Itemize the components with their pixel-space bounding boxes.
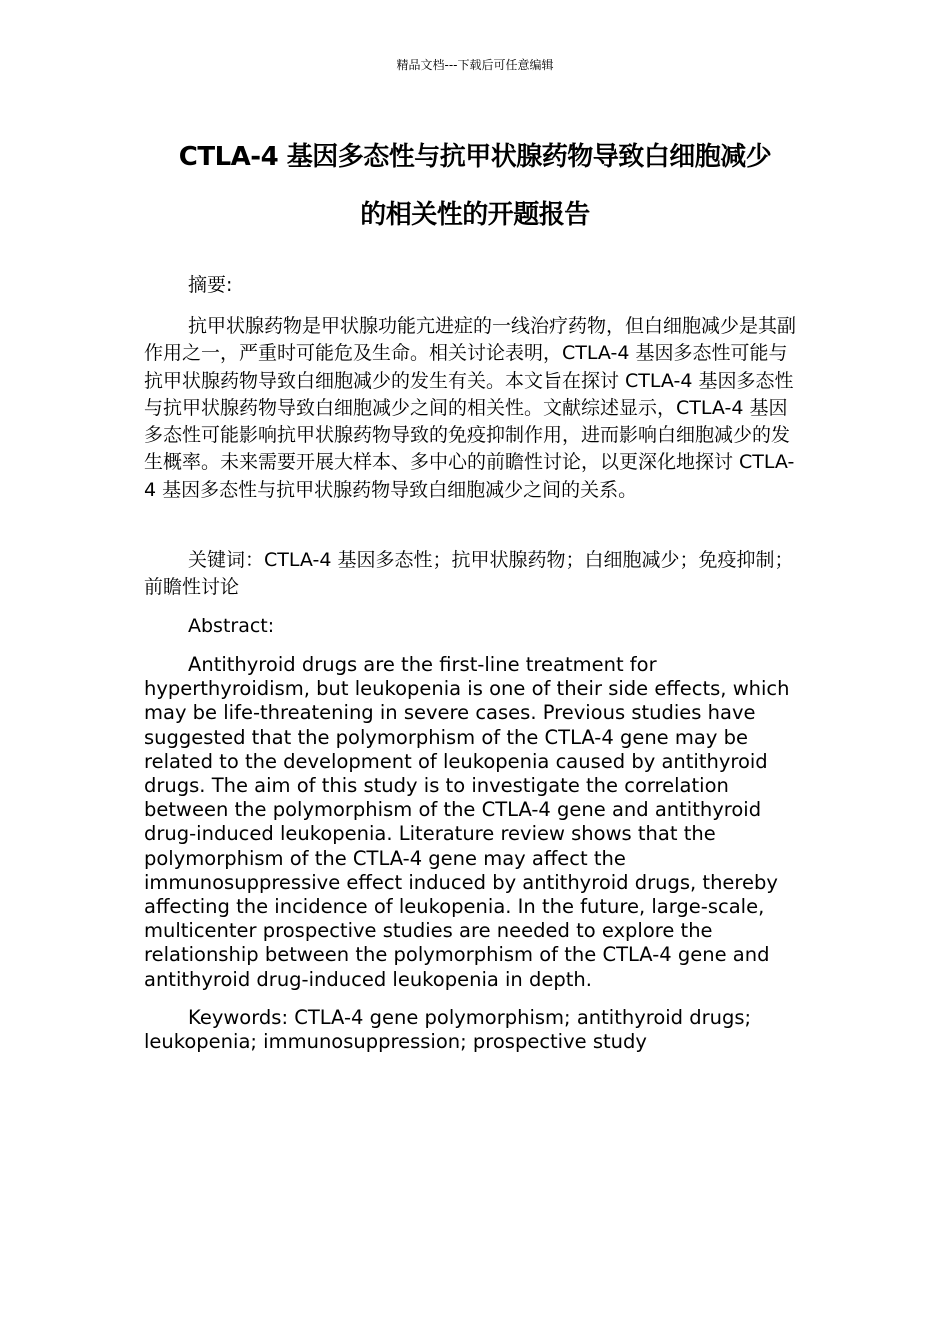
keywords-cn [144,547,806,602]
abstract-cn-heading [144,272,806,299]
keywords-en [144,1006,806,1054]
keywords-cn-text: 关键词：CTLA-4 基因多态性；抗甲状腺药物；白细胞减少；免疫抑制；前瞻性讨论 [144,549,794,599]
keywords-en-text: Keywords: CTLA-4 gene polymorphism; antithyroid drugs; leukopenia; immunosuppression; prospective study [144,1006,752,1054]
abstract-en-heading [144,613,806,640]
abstract-cn-body [144,313,806,504]
abstract-en-body [144,653,806,992]
title-line-2: 的相关性的开题报告 [360,200,590,230]
page-header: 精品文档---下载后可任意编辑 [396,58,554,72]
abstract-cn-heading-text: 摘要: [188,274,233,296]
abstract-cn-body-text: 抗甲状腺药物是甲状腺功能亢进症的一线治疗药物，但白细胞减少是其副作用之一，严重时可能危及生命。相关讨论表明，CTLA-4 基因多态性可能与抗甲状腺药物导致白细胞减少的发生有关。本文旨在探讨 CTLA-4 基因多态性与抗甲状腺药物导致白细胞减少之间的相关性。文献综述显示，CTLA-4 基因多态性可能影响抗甲状腺药物导致的免疫抑制作用，进而影响白细胞减少的发生概率。未来需要开展大样本、多中心的前瞻性讨论，以更深化地探讨 CTLA-4 基因多态性与抗甲状腺药物导致白细胞减少之间的关系。 [144,315,797,501]
title-line-1: CTLA-4 基因多态性与抗甲状腺药物导致白细胞减少 [178,142,772,172]
abstract-en-body-text: Antithyroid drugs are the first-line treatment for hyperthyroidism, but leukopenia is one of their side effects, which may be life-threatening in severe cases. Previous studies have suggested that the polymorphism of the CTLA-4 gene may be related to the development of leukopenia caused by antithyroid drugs. The aim of this study is to investigate the correlation between the polymorphism of the CTLA-4 gene and antithyroid drug-induced leukopenia. Literature review shows that the polymorphism of the CTLA-4 gene may affect the immunosuppressive effect induced by antithyroid drugs, thereby affecting the incidence of leukopenia. In the future, large-scale, multicenter prospective studies are needed to explore the relationship between the polymorphism of the CTLA-4 gene and antithyroid drug-induced leukopenia in depth. [144,653,790,991]
document-title [120,128,830,244]
abstract-en-heading-text: Abstract: [188,615,275,637]
